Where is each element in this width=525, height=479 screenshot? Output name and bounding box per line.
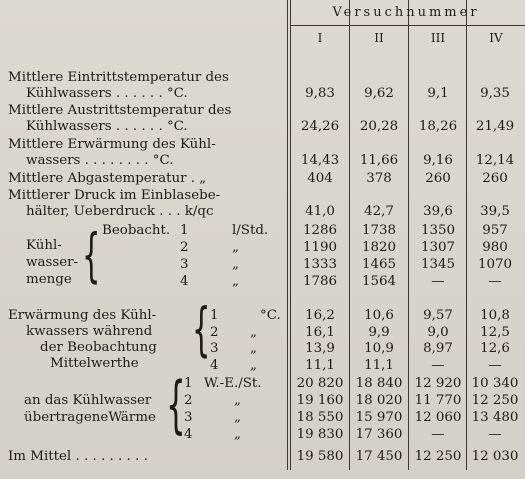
table-cell: 260 xyxy=(482,171,508,186)
group-label: Erwärmung des Kühl- xyxy=(8,308,157,323)
table-cell: 18 840 xyxy=(355,376,403,391)
column-divider xyxy=(349,0,350,470)
table-cell: 1738 xyxy=(361,223,397,238)
table-cell: — xyxy=(488,427,502,442)
table-cell: 378 xyxy=(366,171,392,186)
sub-row-number: 3 xyxy=(184,410,193,425)
table-cell: 16,2 xyxy=(305,308,335,323)
table-cell: — xyxy=(431,274,445,289)
ditto-mark: „ xyxy=(250,341,257,356)
table-cell: 1564 xyxy=(361,274,397,289)
group-label: Kühl- xyxy=(26,238,62,253)
table-cell: 260 xyxy=(425,171,451,186)
column-header-1: I xyxy=(317,31,323,45)
table-cell: 41,0 xyxy=(305,204,335,219)
table-cell: — xyxy=(431,357,445,373)
table-cell: 20 820 xyxy=(296,376,344,391)
row-label: Mittlere Eintrittstemperatur des xyxy=(8,70,229,85)
unit-label: °C. xyxy=(260,308,281,323)
ditto-mark: „ xyxy=(250,324,257,340)
table-cell: 980 xyxy=(482,240,508,255)
sub-row-number: 2 xyxy=(184,393,193,408)
unit-label: l/Std. xyxy=(232,223,269,238)
summary-label: Im Mittel . . . . . . . . . xyxy=(8,449,148,464)
table-cell: 11 770 xyxy=(414,393,462,408)
table-cell: 1307 xyxy=(420,240,456,255)
table-cell: 12,6 xyxy=(480,341,510,356)
table-cell: — xyxy=(488,274,502,289)
table-cell: 12,14 xyxy=(475,153,515,168)
ditto-mark: „ xyxy=(232,240,239,255)
group-label: kwassers während xyxy=(26,324,153,339)
table-cell: 19 580 xyxy=(296,449,344,464)
row-label: Mittlere Erwärmung des Kühl- xyxy=(8,137,216,152)
table-cell: 12,5 xyxy=(480,324,510,340)
ditto-mark: „ xyxy=(250,357,257,373)
table-cell: 39,5 xyxy=(480,204,510,219)
column-header-2: II xyxy=(374,31,384,45)
table-cell: 9,62 xyxy=(364,86,394,101)
table-cell: 12 060 xyxy=(414,410,462,425)
table-cell: 39,6 xyxy=(423,204,453,219)
sub-row-number: 3 xyxy=(210,341,219,356)
group-label: menge xyxy=(26,272,72,287)
table-cell: 13,9 xyxy=(305,341,335,356)
table-cell: 1786 xyxy=(302,274,338,289)
sub-row-number: 4 xyxy=(210,357,219,373)
ditto-mark: „ xyxy=(232,257,239,272)
table-cell: 8,97 xyxy=(423,341,453,356)
table-cell: 17 450 xyxy=(355,449,403,464)
table-cell: 12 920 xyxy=(414,376,462,391)
group-label: an das Kühlwasser xyxy=(24,393,152,408)
column-header-4: IV xyxy=(489,31,503,45)
table-cell: 24,26 xyxy=(300,119,340,134)
ditto-mark: „ xyxy=(234,427,241,442)
row-label: Mittlerer Druck im Einblasebe- xyxy=(8,188,221,203)
table-cell: 18 020 xyxy=(355,393,403,408)
table-cell: 10 340 xyxy=(471,376,519,391)
table-cell: 15 970 xyxy=(355,410,403,425)
table-cell: 12 030 xyxy=(471,449,519,464)
ditto-mark: „ xyxy=(234,410,241,425)
table-cell: 1465 xyxy=(361,257,397,272)
table-cell: 9,83 xyxy=(305,86,335,101)
table-cell: 20,28 xyxy=(359,119,399,134)
unit-label: W.-E./St. xyxy=(204,376,262,391)
table-cell: 404 xyxy=(307,171,333,186)
table-cell: 9,1 xyxy=(427,86,449,101)
table-cell: 16,1 xyxy=(305,324,335,340)
table-cell: 10,8 xyxy=(480,308,510,323)
table-cell: 1333 xyxy=(302,257,338,272)
sub-prefix: Beobacht. xyxy=(102,223,171,238)
group-label: der Beobachtung xyxy=(40,340,157,355)
column-header-3: III xyxy=(430,31,446,45)
table-cell: 19 830 xyxy=(296,427,344,442)
sub-row-number: 4 xyxy=(180,274,189,289)
group-label: wasser- xyxy=(26,255,79,270)
table-cell: 1350 xyxy=(420,223,456,238)
table-cell: 14,43 xyxy=(300,153,340,168)
sub-row-number: 2 xyxy=(180,240,189,255)
row-label: Mittlere Abgastemperatur . „ xyxy=(8,171,207,186)
table-cell: 1190 xyxy=(302,240,338,255)
group-label: übertrageneWärme xyxy=(24,410,156,425)
row-label: Kühlwassers . . . . . . °C. xyxy=(26,86,188,101)
table-cell: 10,9 xyxy=(364,341,394,356)
table-cell: — xyxy=(431,427,445,442)
table-cell: 18 550 xyxy=(296,410,344,425)
sub-row-number: 3 xyxy=(180,257,189,272)
brace-icon: { xyxy=(192,295,211,363)
table-cell: 42,7 xyxy=(364,204,394,219)
table-cell: 9,0 xyxy=(427,324,449,340)
table-cell: — xyxy=(488,357,502,373)
table-cell: 9,9 xyxy=(368,324,390,340)
table-cell: 11,1 xyxy=(305,357,335,373)
ditto-mark: „ xyxy=(232,274,239,289)
brace-icon: { xyxy=(166,368,186,441)
table-cell: 19 160 xyxy=(296,393,344,408)
table-cell: 13 480 xyxy=(471,410,519,425)
sub-row-number: 4 xyxy=(184,427,193,442)
sub-row-number: 1 xyxy=(210,308,219,323)
table-cell: 1286 xyxy=(302,223,338,238)
table-cell: 12 250 xyxy=(471,393,519,408)
sub-row-number: 1 xyxy=(184,376,193,391)
row-label: Mittlere Austrittstemperatur des xyxy=(8,103,232,118)
header-rule xyxy=(291,25,525,26)
table-cell: 957 xyxy=(482,223,508,238)
table-cell: 18,26 xyxy=(418,119,458,134)
table-cell: 17 360 xyxy=(355,427,403,442)
column-divider-double xyxy=(287,0,291,470)
table-cell: 1345 xyxy=(420,257,456,272)
row-label: Kühlwassers . . . . . . °C. xyxy=(26,119,188,134)
table-cell: 11,1 xyxy=(364,357,394,373)
row-label: hälter, Ueberdruck . . . k/qc xyxy=(26,204,214,219)
table-cell: 1070 xyxy=(477,257,513,272)
table-cell: 12 250 xyxy=(414,449,462,464)
table-cell: 11,66 xyxy=(359,153,399,168)
table-cell: 1820 xyxy=(361,240,397,255)
column-divider xyxy=(408,0,409,470)
group-label: Mittelwerthe xyxy=(50,356,139,371)
sub-row-number: 1 xyxy=(180,223,189,238)
group-header: Versuchnummer xyxy=(332,5,480,20)
table-cell: 10,6 xyxy=(364,308,394,323)
table-cell: 9,57 xyxy=(423,308,453,323)
table-cell: 21,49 xyxy=(475,119,515,134)
brace-icon: { xyxy=(82,221,101,289)
sub-row-number: 2 xyxy=(210,324,219,340)
table-cell: 9,35 xyxy=(480,86,510,101)
table-cell: 9,16 xyxy=(423,153,453,168)
row-label: wassers . . . . . . . . °C. xyxy=(26,153,174,168)
ditto-mark: „ xyxy=(234,393,241,408)
